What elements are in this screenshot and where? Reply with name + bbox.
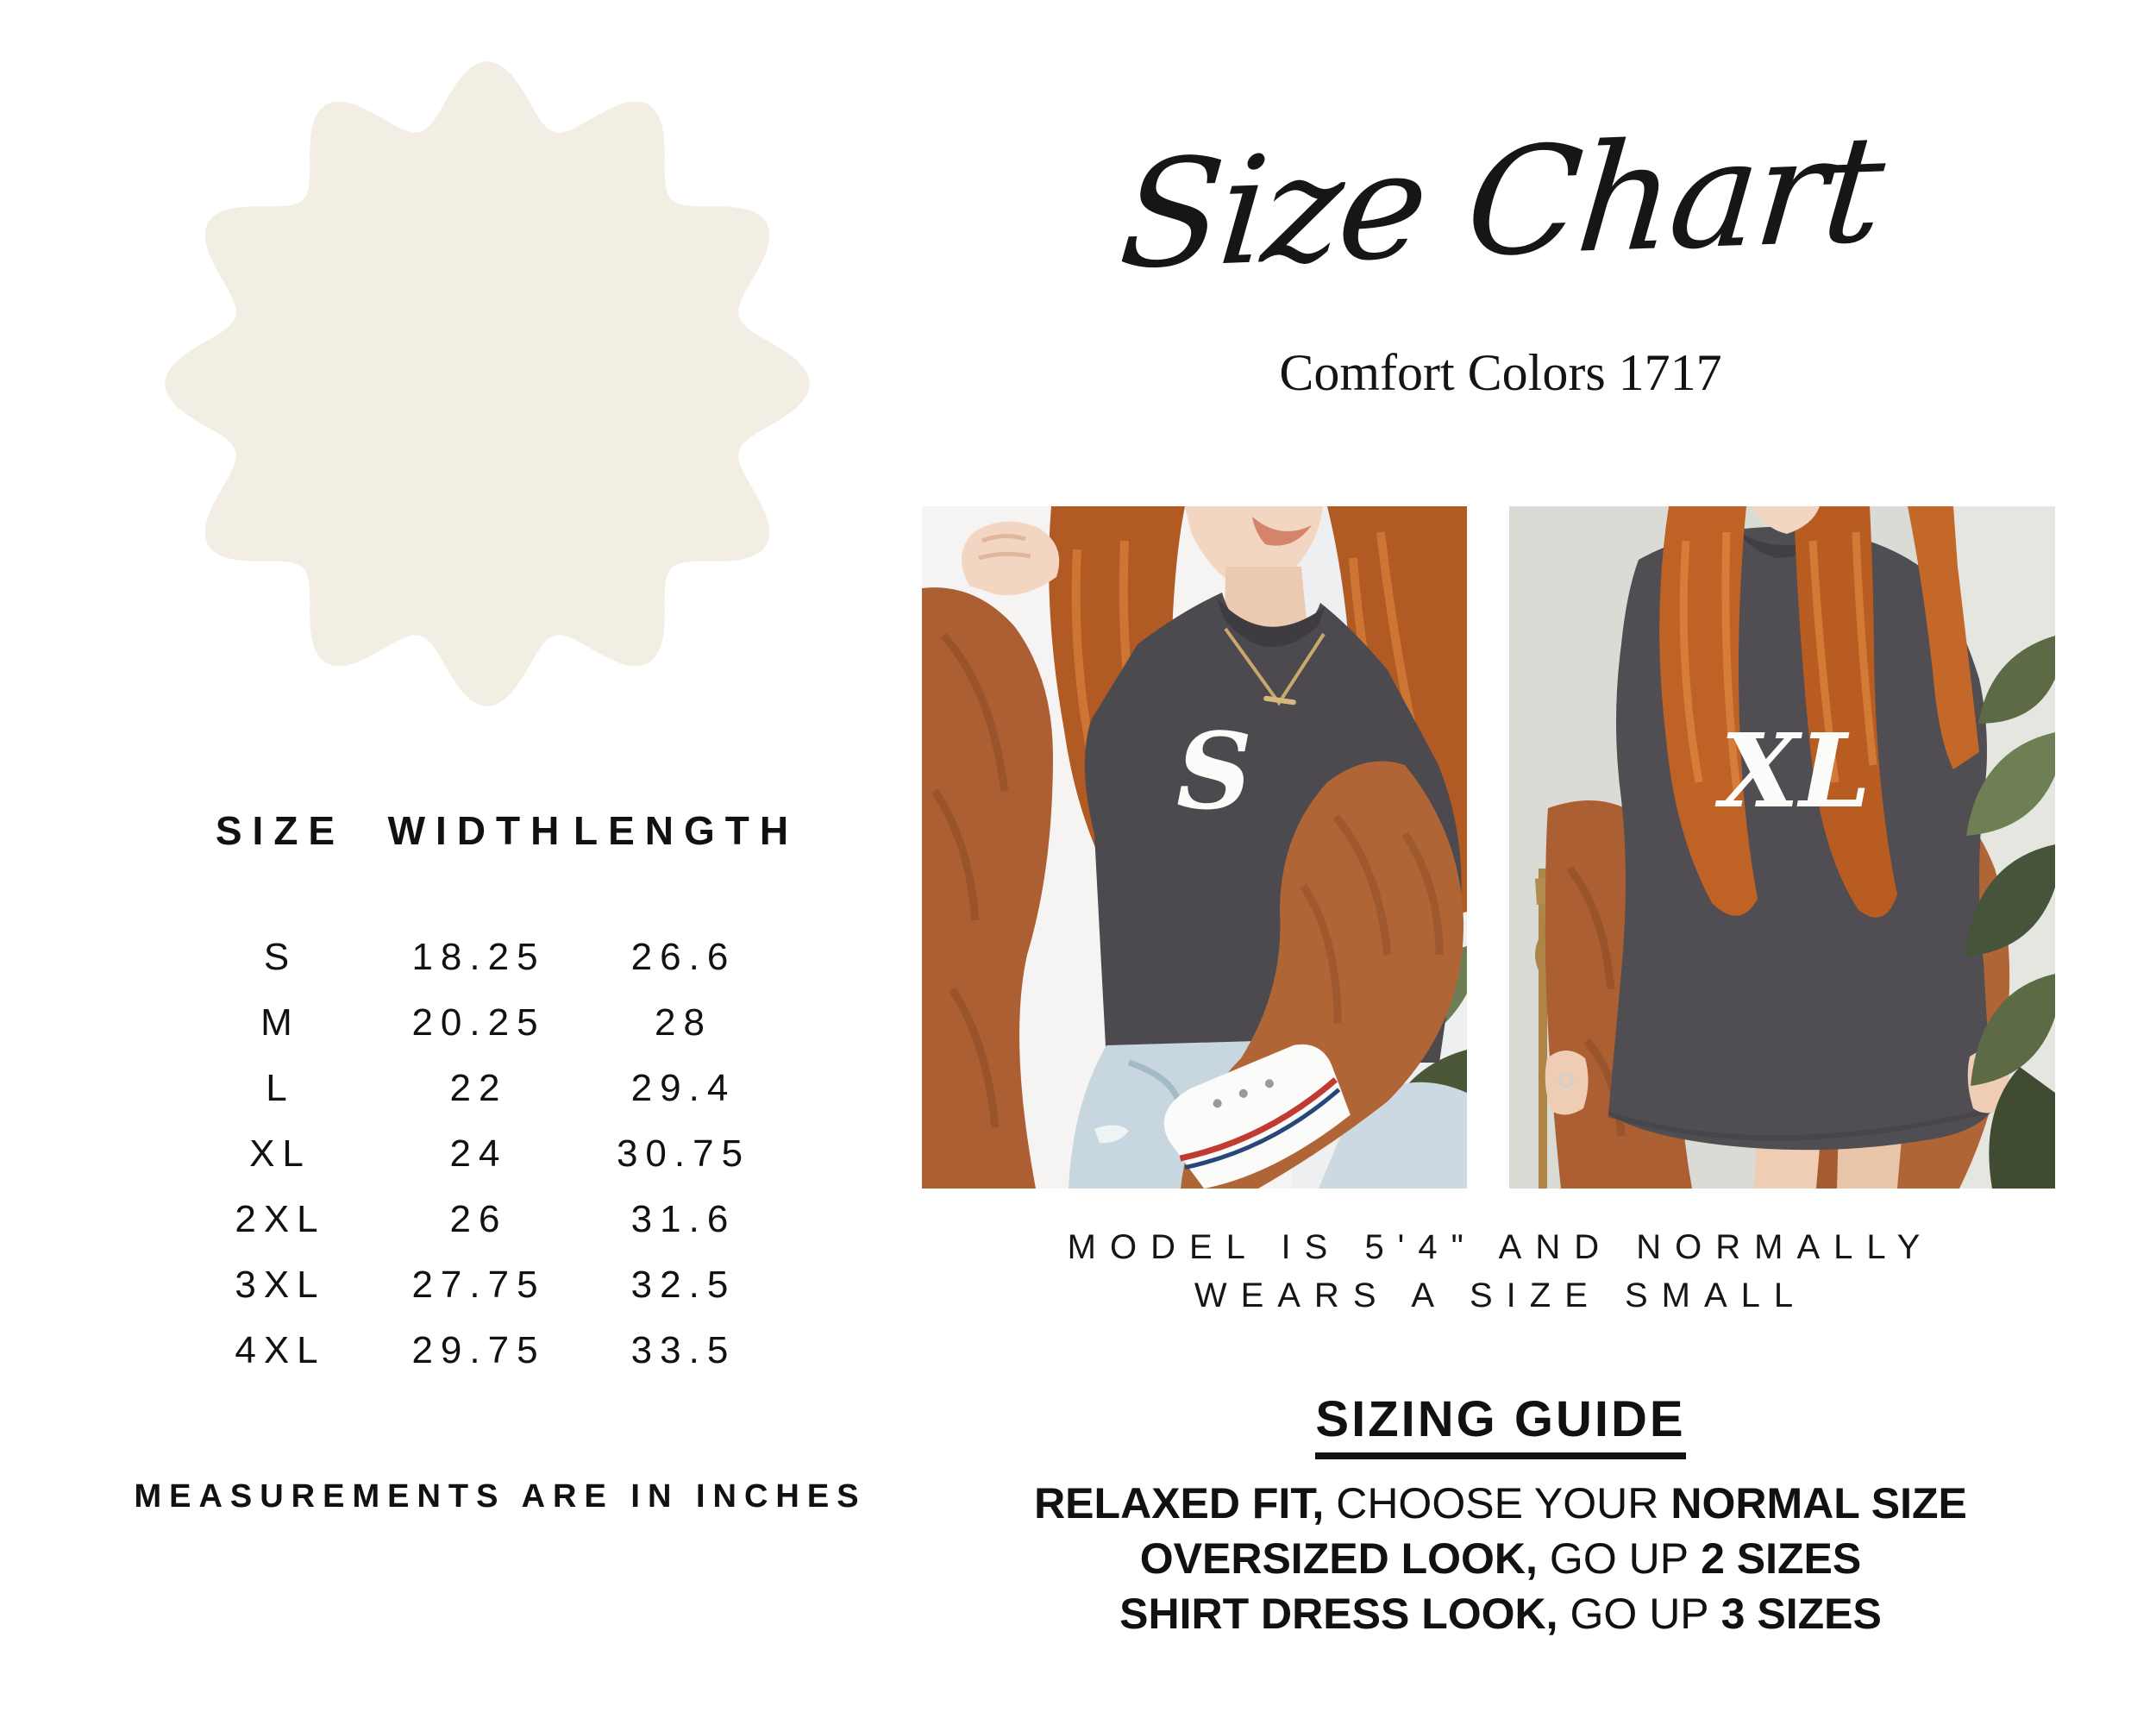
cell-size: M [260,1001,300,1044]
scallop-shape [155,52,819,716]
tee-size-letter-xl: XL [1720,711,1871,831]
cell-length: 32.5 [630,1264,736,1306]
guide-tail: 2 SIZES [1701,1534,1862,1583]
title-block [1018,67,1984,336]
model-xl-illustration [1509,506,2055,1189]
table-row [177,1318,793,1383]
model-note-line1: MODEL IS 5'4" AND NORMALLY [1067,1228,1934,1266]
cell-width: 26 [449,1198,508,1240]
tee-size-letter-s: S [1175,709,1253,833]
sizing-guide-lines [992,1478,2009,1639]
size-table-header [177,808,799,853]
guide-mid: CHOOSE YOUR [1336,1479,1659,1527]
column-header-width: WIDTH [387,808,570,853]
model-hand [962,522,1059,596]
table-row [177,990,793,1056]
page-subtitle: Comfort Colors 1717 [1279,344,1722,401]
cell-width: 20.25 [411,1001,546,1044]
cell-width: 24 [449,1132,508,1175]
cell-length: 29.4 [630,1067,736,1109]
model-s-illustration [922,506,1467,1189]
guide-lead: RELAXED FIT, [1034,1479,1325,1527]
cell-size: L [266,1067,295,1109]
guide-tail: NORMAL SIZE [1670,1479,1967,1527]
scallop-shape-path [165,61,810,706]
guide-line [992,1478,2009,1528]
column-header-length: LENGTH [573,808,799,853]
cell-length: 31.6 [630,1198,736,1240]
size-table-body [177,925,793,1383]
table-row [177,1252,793,1318]
sizing-guide-heading: SIZING GUIDE [1315,1390,1685,1459]
page-title: Size Chart [1113,102,1888,302]
guide-mid: GO UP [1549,1534,1689,1583]
guide-lead: OVERSIZED LOOK, [1139,1534,1538,1583]
guide-mid: GO UP [1570,1590,1709,1638]
cell-length: 26.6 [630,936,736,978]
cell-width: 18.25 [411,936,546,978]
table-row [177,925,793,990]
measurements-note: MEASUREMENTS ARE IN INCHES [134,1478,867,1515]
cell-width: 27.75 [411,1264,546,1306]
cell-length: 30.75 [616,1132,751,1175]
guide-line [992,1534,2009,1584]
model-note-line2: WEARS A SIZE SMALL [1194,1276,1808,1314]
guide-line [992,1589,2009,1639]
cell-width: 22 [449,1067,508,1109]
photo-model-size-xl [1509,506,2055,1189]
column-header-size: SIZE [215,808,346,853]
cell-size: XL [249,1132,311,1175]
table-row [177,1056,793,1121]
size-table [177,808,799,1383]
cell-size: 2XL [235,1198,326,1240]
sizing-guide [992,1390,2009,1639]
cell-length: 28 [655,1001,712,1044]
cell-size: S [263,936,298,978]
guide-lead: SHIRT DRESS LOOK, [1119,1590,1558,1638]
photo-model-size-s [922,506,1467,1189]
cell-size: 3XL [235,1264,326,1306]
cell-size: 4XL [235,1329,326,1371]
guide-tail: 3 SIZES [1720,1590,1882,1638]
table-row [177,1187,793,1252]
model-note [992,1223,2009,1320]
cell-length: 33.5 [630,1329,736,1371]
table-row [177,1121,793,1187]
cell-width: 29.75 [411,1329,546,1371]
